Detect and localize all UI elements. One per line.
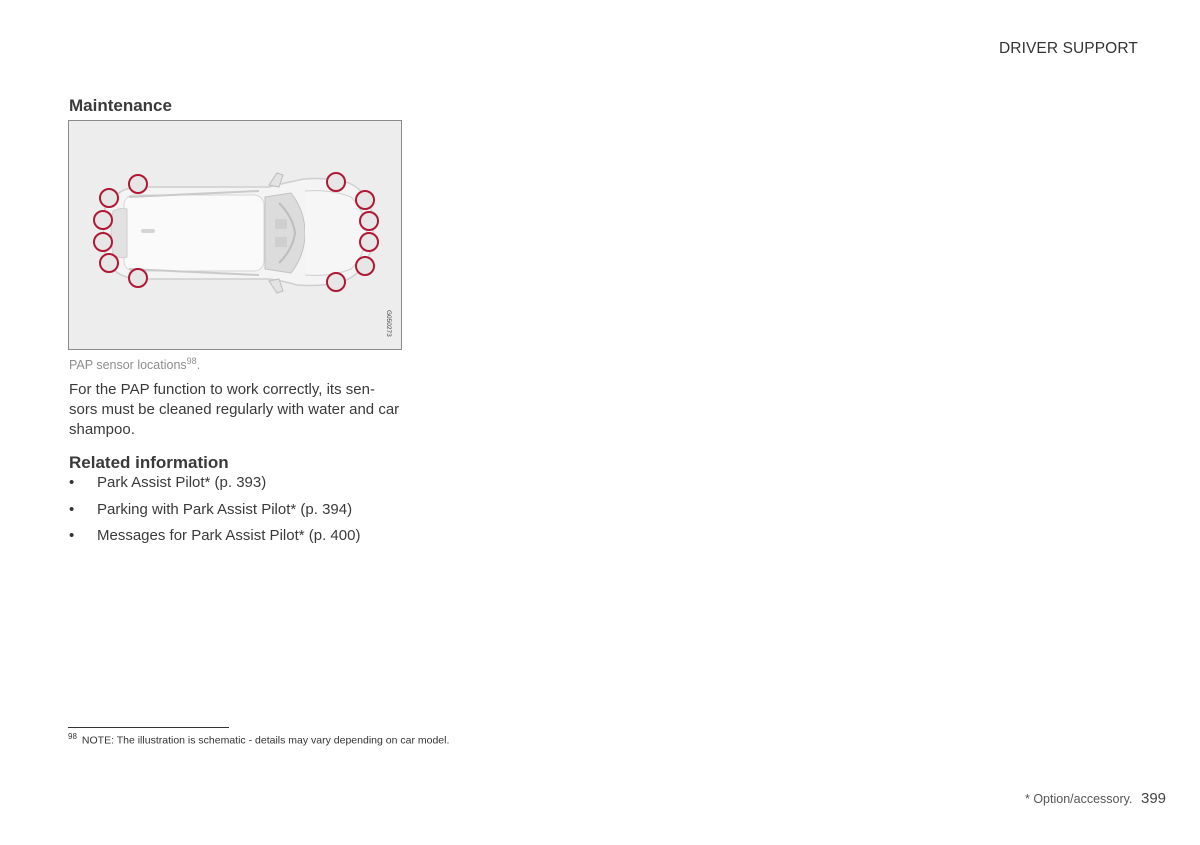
footnote: [68, 732, 449, 747]
related-links-list: [69, 473, 360, 553]
section-header: DRIVER SUPPORT: [999, 40, 1138, 57]
bullet: •: [69, 500, 75, 518]
related-information-heading: Related information: [69, 453, 229, 472]
related-link-parking-with-pap[interactable]: [69, 500, 360, 527]
footnote-number: 98: [68, 732, 77, 741]
maintenance-heading: Maintenance: [69, 96, 172, 115]
related-link-messages-pap[interactable]: [69, 526, 360, 553]
sensor-figure: [68, 120, 402, 350]
car-top-view-illustration: [69, 121, 401, 349]
figure-caption: [69, 356, 200, 372]
body-line: sors must be cleaned regularly with water and car: [69, 401, 400, 418]
figure-code: G050273: [385, 310, 392, 337]
bullet: •: [69, 527, 75, 544]
footnote-divider: [68, 727, 229, 728]
body-paragraph: [69, 380, 414, 440]
caption-footnote-ref: 98: [186, 356, 197, 366]
body-line: For the PAP function to work correctly, its sen-: [69, 381, 375, 398]
body-line: shampoo.: [69, 421, 135, 438]
caption-text: PAP sensor locations: [69, 358, 187, 373]
page-number: 399: [1141, 790, 1167, 807]
caption-suffix: .: [196, 358, 201, 373]
option-accessory-note: * Option/accessory.: [1025, 792, 1133, 806]
related-link-label: Park Assist Pilot* (p. 393): [97, 474, 267, 491]
related-link-park-assist-pilot[interactable]: [69, 473, 360, 500]
related-link-label: Parking with Park Assist Pilot* (p. 394): [97, 500, 353, 518]
bullet: •: [69, 474, 75, 491]
related-link-label: Messages for Park Assist Pilot* (p. 400): [97, 527, 361, 544]
footnote-text: NOTE: The illustration is schematic - details may vary depending on car model.: [81, 734, 450, 747]
